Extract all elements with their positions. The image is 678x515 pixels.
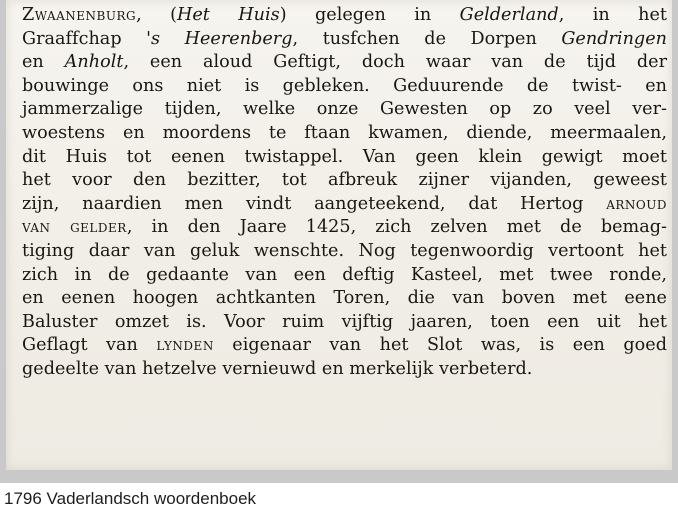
text-segment: woestens en moordens te ftaan kwamen, diende, meermaalen, — [22, 122, 667, 143]
text-segment: Baluster omzet is. Voor ruim vijftig jaaren, toen een uit het — [22, 311, 667, 332]
text-line — [22, 240, 667, 264]
text-segment: Geflagt van — [22, 335, 157, 356]
scanned-text-block — [22, 4, 667, 382]
text-segment: 's Heerenberg — [146, 28, 293, 49]
text-segment: tiging daar van geluk wenschte. Nog tegenwoordig vertoont het — [22, 240, 667, 261]
text-segment: , een aloud Geftigt, doch waar van de tijd der — [123, 52, 667, 73]
text-segment: Het Huis — [177, 5, 280, 25]
text-line — [22, 4, 667, 28]
text-segment: gedeelte van hetzelve vernieuwd en merkelijk verbeterd. — [22, 358, 533, 379]
text-segment: eigenaar van het Slot was, is een goed — [213, 335, 667, 356]
text-line — [22, 28, 667, 52]
text-segment: zijn, naardien men vindt aangeteekend, dat Hertog — [22, 193, 607, 214]
image-caption: 1796 Vaderlandsch woordenboek — [4, 489, 257, 508]
text-line — [22, 193, 667, 217]
text-segment: Graaffchap — [22, 28, 147, 49]
text-segment: en eenen hoogen achtkanten Toren, die van boven met eene — [22, 288, 667, 309]
text-line — [22, 51, 667, 75]
text-segment: ) gelegen in — [279, 5, 460, 25]
text-line — [22, 122, 667, 146]
text-line — [22, 75, 667, 99]
text-line — [22, 216, 667, 240]
text-segment: jammerzalige tijden, welke onze Gewesten op zo veel ver- — [22, 99, 667, 120]
text-line — [22, 311, 667, 335]
text-segment: Anholt — [64, 52, 124, 73]
text-line — [22, 98, 667, 122]
text-segment: van gelder — [22, 217, 127, 238]
text-line — [22, 264, 667, 288]
text-segment: dit Huis tot eenen twistappel. Van geen klein gewigt moet — [22, 146, 667, 167]
scanned-text-image — [6, 0, 672, 470]
text-segment: Gendringen — [561, 28, 667, 49]
text-segment: , tusfchen de Dorpen — [292, 28, 562, 49]
text-line — [22, 334, 667, 358]
text-segment: arnoud — [606, 193, 667, 214]
text-segment: bouwinge ons niet is gebleken. Geduurende de twist- en — [22, 75, 667, 96]
text-segment: , ( — [136, 5, 177, 25]
text-segment: Gelderland — [459, 5, 559, 25]
text-segment: en — [22, 52, 65, 73]
text-segment: Zwaanenburg — [22, 5, 137, 25]
text-line — [22, 358, 667, 382]
text-line — [22, 169, 667, 193]
text-segment: zich in de gedaante van een deftig Kasteel, met twee ronde, — [22, 264, 667, 285]
text-line — [22, 146, 667, 170]
text-line — [22, 287, 667, 311]
text-segment: , in het — [558, 5, 667, 25]
text-segment: , in den Jaare 1425, zich zelven met de bemag- — [126, 217, 667, 238]
text-segment: lynden — [156, 335, 214, 356]
text-segment: het voor den bezitter, tot afbreuk zijner vijanden, geweest — [22, 170, 667, 191]
